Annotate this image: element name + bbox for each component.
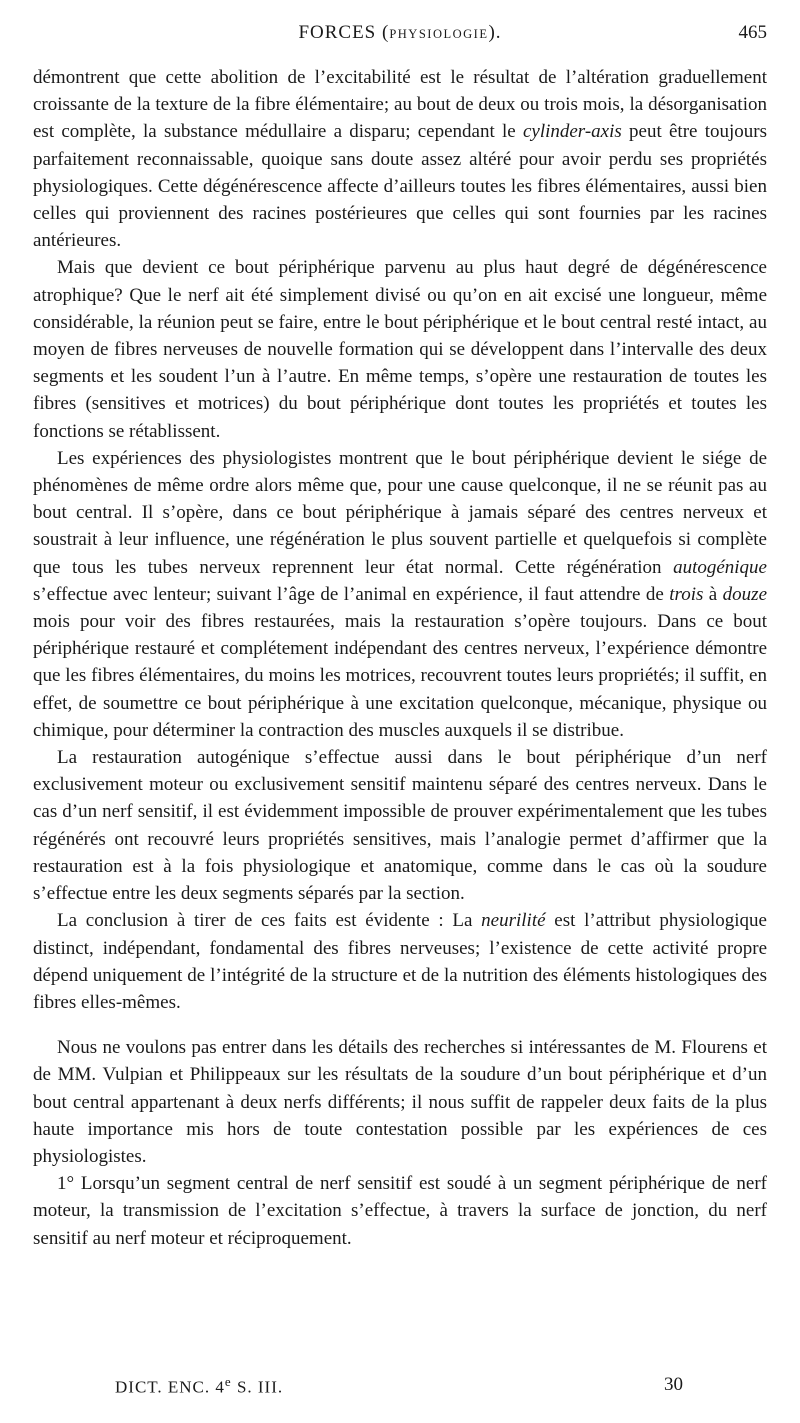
running-title: [33, 22, 767, 44]
signature-end: S. III.: [231, 1377, 284, 1397]
paragraph: [33, 445, 767, 744]
signature-main: DICT. ENC. 4: [115, 1377, 225, 1397]
text-run: est l’attribut physiologique distinct, indépendant, fondamental des fibres nerveuses; l’existence de cette activité propre dépend uniquement de l’intégrité de la structure et de la nutrition des éléments histologiques des fibres elles-mêmes.: [33, 910, 767, 1013]
italic-term: autogénique: [673, 556, 767, 578]
paragraph: [33, 744, 767, 907]
body-text: [33, 64, 767, 1252]
italic-term: douze: [722, 583, 767, 605]
page-number: 465: [738, 22, 767, 43]
text-run: La conclusion à tirer de ces faits est évidente : La: [57, 910, 482, 932]
text-run: Nous ne voulons pas entrer dans les détails des recherches si intéressantes de M. Flourens et de MM. Vulpian et Philippeaux sur les résultats de la soudure d’un bout périphérique et d’un bout central appartenant à deux nerfs différents; il nous suffit de rappeler deux faits de la plus haute importance mis hors de toute contestation possible par les expériences de ces physiologistes.: [33, 1037, 767, 1167]
italic-term: neurilité: [481, 910, 546, 932]
sheet-number: 30: [664, 1374, 683, 1395]
text-run: démontrent que cette abolition de l’excitabilité est le résultat de l’altération graduellement croissante de la texture de la fibre élémentaire; au bout de deux ou trois mois, la désorganisation est complète, la substance médullaire a disparu; cependant le: [33, 67, 767, 143]
running-title-main: FORCES (: [298, 22, 390, 43]
italic-term: trois: [669, 583, 704, 605]
printer-signature: [115, 1374, 283, 1398]
paragraph: [33, 1034, 767, 1170]
running-title-end: ).: [488, 22, 502, 43]
page-footer: [33, 1374, 767, 1404]
text-run: 1° Lorsqu’un segment central de nerf sensitif est soudé à un segment périphérique de nerf moteur, la transmission de l’excitation s’effectue, à travers la surface de jonction, du nerf sensitif au nerf moteur et réciproquement.: [33, 1173, 767, 1249]
signature-superscript: e: [224, 1374, 232, 1389]
text-run: La restauration autogénique s’effectue aussi dans le bout périphérique d’un nerf exclusivement moteur ou exclusivement sensitif maintenu séparé des centres nerveux. Dans le cas d’un nerf sensitif, il est évidemment impossible de prouver expérimentalement que les tubes régénérés ont recouvré leurs propriétés sensitives, mais l’analogie permet d’affirmer que la restauration est à la fois physiologique et anatomique, comme dans le cas où la soudure s’effectue entre les deux segments séparés par la section.: [33, 747, 767, 905]
text-run: s’effectue avec lenteur; suivant l’âge de l’animal en expérience, il faut attendre de: [33, 583, 670, 605]
paragraph: [33, 907, 767, 1016]
text-run: peut être toujours parfaitement reconnaissable, quoique sans doute assez altéré pour avoir perdu ses propriétés physiologiques. Cette dégénérescence affecte d’ailleurs toutes les fibres élémentaires, aussi bien celles qui proviennent des racines postérieures que celles qui sont fournies par les racines antérieures.: [33, 121, 767, 252]
running-title-subject: PHYSIOLOGIE: [389, 27, 489, 41]
text-run: Les expériences des physiologistes montrent que le bout périphérique devient le siége de phénomènes de même ordre alors même que, pour une cause quelconque, il ne se réunit pas au bout central. Il s’opère, dans ce bout périphérique à jamais séparé des centres nerveux et soustrait à leur influence, une régénération le plus souvent partielle et quelquefois si complète que tous les tubes nerveux reprennent leur état normal. Cette régénération: [33, 447, 767, 578]
paragraph: [33, 254, 767, 444]
text-run: à: [703, 583, 723, 605]
paragraph: [33, 1170, 767, 1252]
running-header: [33, 22, 767, 62]
paragraph: [33, 64, 767, 254]
text-run: Mais que devient ce bout périphérique parvenu au plus haut degré de dégénérescence atrophique? Que le nerf ait été simplement divisé ou qu’on en ait excisé une longueur, même considérable, la réunion peut se faire, entre le bout périphérique et le bout central resté intact, au moyen de fibres nerveuses de nouvelle formation qui se développent dans l’intervalle des deux segments et les soudent l’un à l’autre. En même temps, s’opère une restauration de toutes les fibres (sensitives et motrices) du bout périphérique dont toutes les propriétés et toutes les fonctions se rétablissent.: [33, 257, 767, 442]
italic-term: cylinder-axis: [522, 121, 622, 143]
text-run: mois pour voir des fibres restaurées, mais la restauration s’opère toujours. Dans ce bout périphérique restauré et complétement indépendant des centres nerveux, l’expérience démontre que les fibres élémentaires, du moins les motrices, recouvrent toutes leurs propriétés; il suffit, en effet, de soumettre ce bout périphérique à une excitation quelconque, mécanique, physique ou chimique, pour déterminer la contraction des muscles auxquels il se distribue.: [33, 611, 767, 741]
